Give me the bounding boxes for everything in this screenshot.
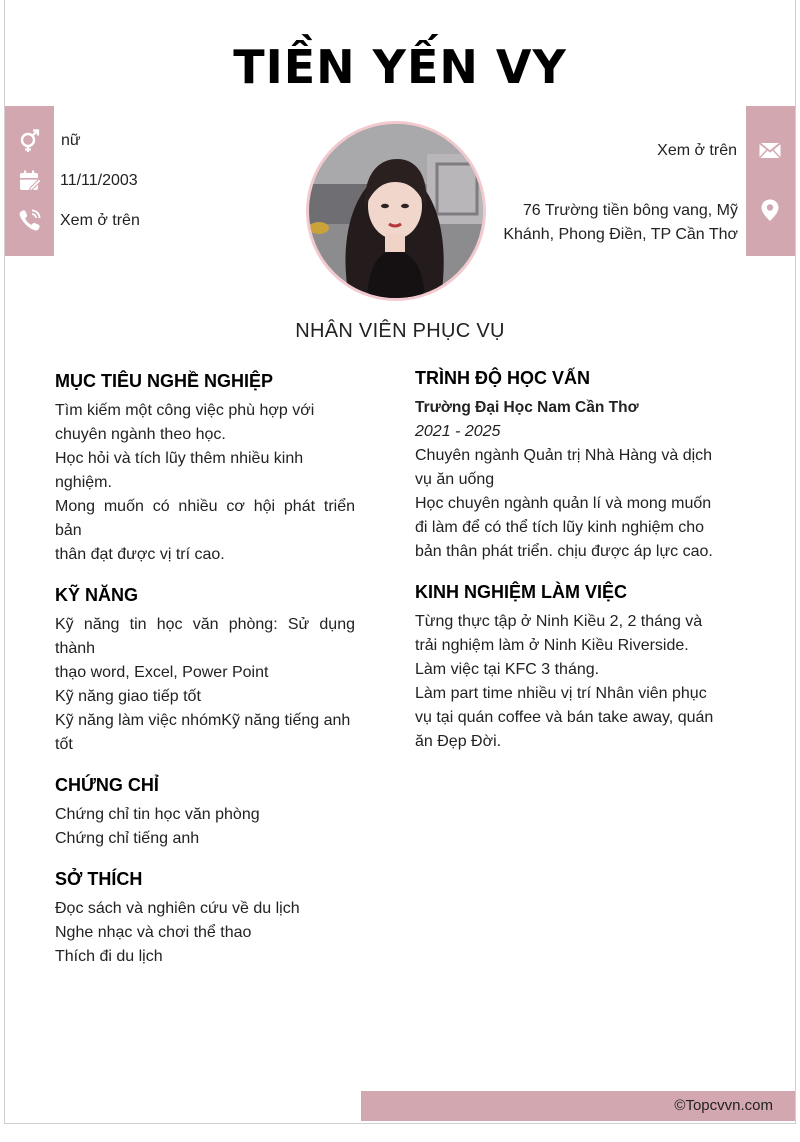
objective-line: Học hỏi và tích lũy thêm nhiều kinh [55, 450, 304, 467]
section-certificates [55, 773, 355, 851]
experience-line: ăn Đẹp Đời. [415, 733, 502, 750]
hobby-line: Đọc sách và nghiên cứu về du lịch [55, 900, 300, 917]
education-title: TRÌNH ĐỘ HỌC VẤN [415, 368, 590, 388]
skills-line: tốt [55, 736, 73, 753]
education-line: Học chuyên ngành quản lí và mong muốn [415, 495, 712, 512]
gender-value: nữ [61, 132, 81, 149]
email-icon [758, 138, 782, 162]
hobby-line: Nghe nhạc và chơi thể thao [55, 924, 252, 941]
copyright-link[interactable]: ©Topcvvn.com [674, 1097, 773, 1114]
phone-icon [18, 208, 42, 232]
gender-icon [18, 129, 42, 153]
section-hobbies [55, 867, 355, 969]
footer-bar [361, 1091, 795, 1121]
experience-title: KINH NGHIỆM LÀM VIỆC [415, 582, 628, 602]
experience-line: trải nghiệm làm ở Ninh Kiều Riverside. [415, 637, 689, 654]
objective-line: Mong muốn có nhiều cơ hội phát triển bản [55, 498, 355, 539]
objective-line: nghiệm. [55, 474, 112, 491]
section-education [415, 366, 715, 564]
experience-line: Làm việc tại KFC 3 tháng. [415, 661, 600, 678]
skills-line: thạo word, Excel, Power Point [55, 664, 269, 681]
birthday-value: 11/11/2003 [60, 172, 138, 189]
education-line: đi làm để có thể tích lũy kinh nghiệm cho [415, 519, 705, 536]
location-pin-icon [758, 198, 782, 222]
certificates-title: CHỨNG CHỈ [55, 775, 159, 795]
right-contact-bar [746, 106, 795, 256]
candidate-name: TIỀN YẾN VY [233, 40, 567, 94]
objective-line: Tìm kiếm một công việc phù hợp với [55, 402, 315, 419]
section-objective [55, 369, 355, 567]
hobby-line: Thích đi du lịch [55, 948, 163, 965]
experience-line: vụ tại quán coffee và bán take away, quán [415, 709, 714, 726]
address-line-1: 76 Trường tiền bông vang, Mỹ [522, 202, 738, 219]
phone-value: Xem ở trên [60, 212, 140, 229]
certificate-line: Chứng chỉ tin học văn phòng [55, 806, 260, 823]
hobbies-title: SỞ THÍCH [55, 869, 143, 889]
left-contact-bar [5, 106, 54, 256]
skills-line: Kỹ năng tin học văn phòng: Sử dụng thành [55, 616, 355, 657]
portrait-image [309, 124, 483, 298]
certificate-line: Chứng chỉ tiếng anh [55, 830, 200, 847]
skills-line: Kỹ năng giao tiếp tốt [55, 688, 201, 705]
skills-title: KỸ NĂNG [55, 585, 139, 605]
section-skills [55, 583, 355, 757]
school-name: Trường Đại Học Nam Cần Thơ [415, 399, 639, 416]
experience-line: Từng thực tập ở Ninh Kiều 2, 2 tháng và [415, 613, 703, 630]
email-value: Xem ở trên [657, 142, 737, 159]
objective-line: chuyên ngành theo học. [55, 426, 226, 443]
left-column [55, 369, 355, 985]
right-column [415, 366, 715, 770]
calendar-icon [18, 169, 42, 193]
job-title: NHÂN VIÊN PHỤC VỤ [295, 320, 505, 342]
objective-title: MỤC TIÊU NGHỀ NGHIỆP [55, 371, 274, 391]
profile-photo [306, 121, 486, 301]
education-line: bản thân phát triển. chịu được áp lực cao. [415, 543, 713, 560]
address-line-2: Khánh, Phong Điền, TP Cần Thơ [503, 226, 738, 243]
education-line: vụ ăn uống [415, 471, 495, 488]
experience-line: Làm part time nhiều vị trí Nhân viên phục [415, 685, 707, 702]
education-years: 2021 - 2025 [415, 423, 501, 440]
skills-line: Kỹ năng làm việc nhómKỹ năng tiếng anh [55, 712, 351, 729]
education-line: Chuyên ngành Quản trị Nhà Hàng và dịch [415, 447, 713, 464]
objective-line: thân đạt được vị trí cao. [55, 546, 225, 563]
section-experience [415, 580, 715, 754]
